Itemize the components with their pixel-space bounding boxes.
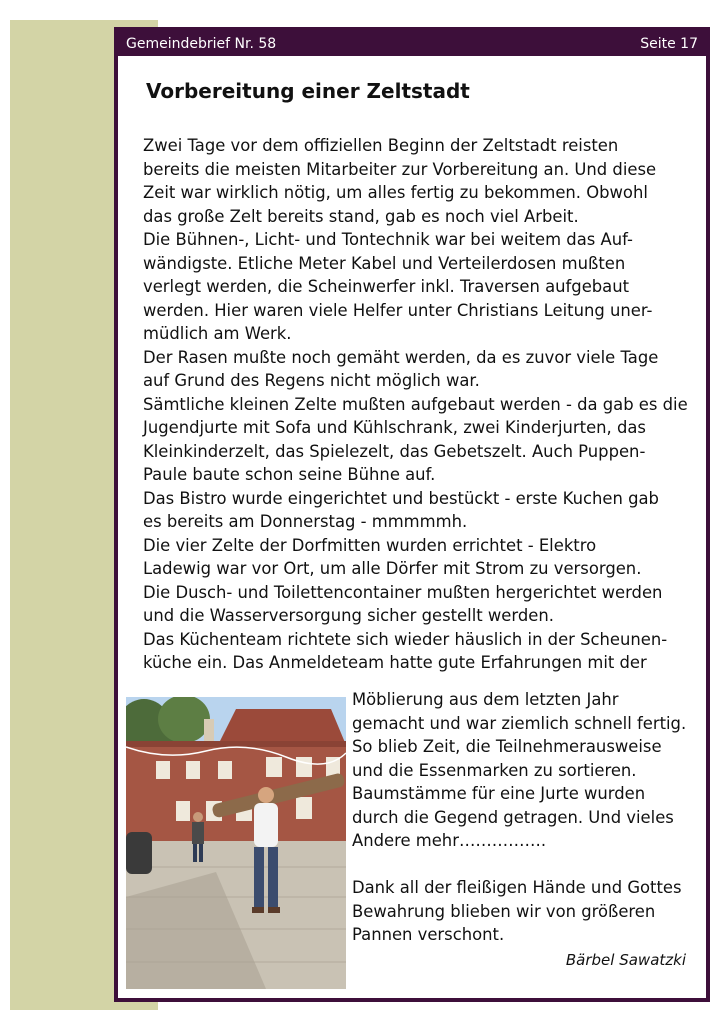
side-line: gemacht und war ziemlich schnell fertig.	[352, 713, 687, 733]
newsletter-number: Gemeindebrief Nr. 58	[126, 35, 277, 52]
author-signature: Bärbel Sawatzki	[565, 951, 686, 969]
side-line	[352, 853, 692, 877]
article-body	[143, 134, 698, 675]
body-line: Jugendjurte mit Sofa und Kühlschrank, zwei Kinderjurten, das	[143, 418, 646, 437]
page-number: Seite 17	[640, 35, 698, 52]
body-line: und die Wasserversorgung sicher gestellt werden.	[143, 606, 554, 625]
header-bar	[118, 31, 706, 56]
side-line: So blieb Zeit, die Teilnehmerausweise	[352, 737, 662, 756]
body-line: Das Bistro wurde eingerichtet und bestückt - erste Kuchen gab	[143, 488, 659, 508]
body-line: Das Küchenteam richtete sich wieder häuslich in der Scheunen-	[143, 629, 668, 649]
body-line: Die Bühnen-, Licht- und Tontechnik war bei weitem das Auf-	[143, 230, 633, 249]
body-line: verlegt werden, die Scheinwerfer inkl. Traversen aufgebaut	[143, 277, 630, 296]
body-line: bereits die meisten Mitarbeiter zur Vorbereitung an. Und diese	[143, 159, 657, 179]
courtyard-photo	[126, 697, 346, 989]
body-line: müdlich am Werk.	[143, 324, 292, 343]
body-line: Paule baute schon seine Bühne auf.	[143, 465, 436, 484]
body-line: Sämtliche kleinen Zelte mußten aufgebaut werden - da gab es die	[143, 394, 688, 414]
body-line: werden. Hier waren viele Helfer unter Christians Leitung uner-	[143, 300, 653, 320]
photo-illustration	[126, 697, 346, 989]
page-frame	[114, 27, 710, 1002]
body-line: Die vier Zelte der Dorfmitten wurden errichtet - Elektro	[143, 535, 597, 555]
side-line: Baumstämme für eine Jurte wurden	[352, 784, 646, 803]
body-line: Zwei Tage vor dem offiziellen Beginn der Zeltstadt reisten	[143, 136, 619, 155]
side-line: Bewahrung blieben wir von größeren	[352, 901, 656, 921]
body-line: auf Grund des Regens nicht möglich war.	[143, 371, 480, 390]
body-line: das große Zelt bereits stand, gab es noch viel Arbeit.	[143, 206, 579, 226]
body-line: Der Rasen mußte noch gemäht werden, da es zuvor viele Tage	[143, 347, 659, 367]
side-line: und die Essenmarken zu sortieren.	[352, 760, 637, 780]
side-line: Andere mehr…………….	[352, 831, 547, 850]
side-column-text	[352, 688, 692, 947]
body-line: Kleinkinderzelt, das Spielezelt, das Gebetszelt. Auch Puppen-	[143, 441, 646, 461]
side-line: Möblierung aus dem letzten Jahr	[352, 690, 619, 709]
body-line: wändigste. Etliche Meter Kabel und Verteilerdosen mußten	[143, 253, 626, 273]
side-line: Pannen verschont.	[352, 925, 505, 944]
body-line: küche ein. Das Anmeldeteam hatte gute Erfahrungen mit der	[143, 653, 647, 672]
body-line: es bereits am Donnerstag - mmmmmh.	[143, 512, 468, 531]
body-line: Ladewig war vor Ort, um alle Dörfer mit Strom zu versorgen.	[143, 559, 642, 578]
article-title: Vorbereitung einer Zeltstadt	[146, 79, 470, 103]
body-line: Zeit war wirklich nötig, um alles fertig zu bekommen. Obwohl	[143, 183, 648, 202]
body-line: Die Dusch- und Toilettencontainer mußten hergerichtet werden	[143, 582, 663, 602]
side-line: durch die Gegend getragen. Und vieles	[352, 807, 674, 827]
side-line: Dank all der fleißigen Hände und Gottes	[352, 878, 682, 897]
